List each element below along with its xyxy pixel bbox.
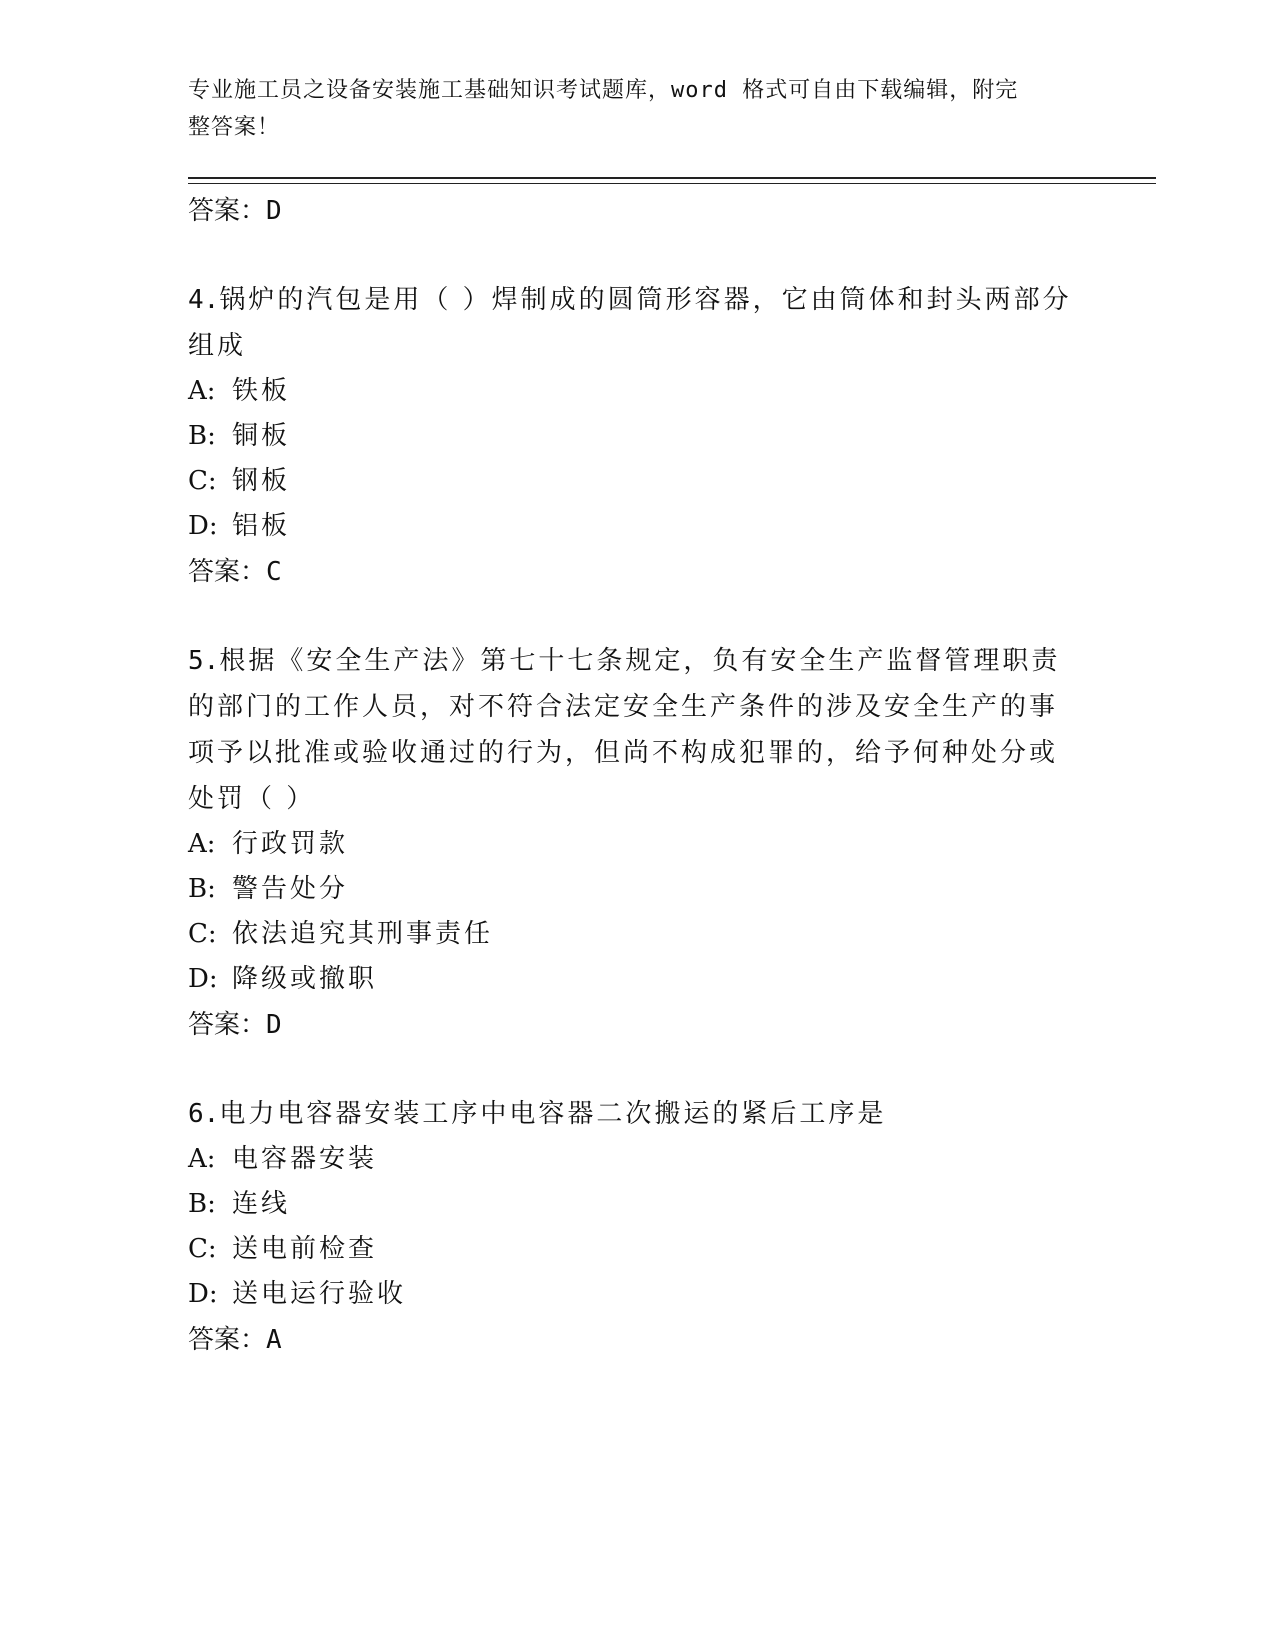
option-text: 连线 xyxy=(232,1189,291,1219)
header-line-2: 整答案！ xyxy=(188,115,281,140)
answer-value: D xyxy=(266,196,282,226)
question-number: 6. xyxy=(188,1099,220,1129)
option-text: 警告处分 xyxy=(232,874,349,904)
option-text: 行政罚款 xyxy=(232,829,349,859)
option-text: 钢板 xyxy=(232,466,291,496)
option-key: A: xyxy=(188,376,216,406)
question-number: 5. xyxy=(188,646,220,676)
header-line-1: 专业施工员之设备安装施工基础知识考试题库，word 格式可自由下载编辑，附完 xyxy=(188,78,1019,103)
question-list xyxy=(188,188,1088,1363)
question-answer xyxy=(188,1002,1088,1048)
answer-label: 答案： xyxy=(188,1010,267,1040)
option-key: C: xyxy=(188,919,217,949)
option-text: 铝板 xyxy=(232,511,291,541)
option-text: 铁板 xyxy=(232,376,291,406)
option-key: C: xyxy=(188,466,217,496)
header-divider-thin xyxy=(188,183,1156,184)
option-key: B: xyxy=(188,421,216,451)
question-6 xyxy=(188,1091,1088,1363)
previous-answer xyxy=(188,188,1088,234)
option-text: 铜板 xyxy=(232,421,291,451)
header-divider-thick xyxy=(188,177,1156,179)
option-key: C: xyxy=(188,1234,217,1264)
option-text: 送电前检查 xyxy=(232,1234,378,1264)
option-a xyxy=(188,369,1088,414)
document-header xyxy=(188,72,1068,146)
option-a xyxy=(188,1137,1088,1182)
option-d xyxy=(188,957,1088,1002)
question-answer xyxy=(188,1317,1088,1363)
answer-label: 答案： xyxy=(188,1325,267,1355)
option-key: A: xyxy=(188,1144,216,1174)
option-c xyxy=(188,912,1088,957)
question-4 xyxy=(188,277,1088,595)
answer-value: A xyxy=(266,1325,282,1355)
question-text: 电力电容器安装工序中电容器二次搬运的紧后工序是 xyxy=(219,1099,887,1129)
option-d xyxy=(188,1272,1088,1317)
option-text: 电容器安装 xyxy=(232,1144,378,1174)
answer-label: 答案： xyxy=(188,196,267,226)
answer-label: 答案： xyxy=(188,557,267,587)
option-b xyxy=(188,414,1088,459)
question-stem xyxy=(188,1091,1078,1137)
option-key: D: xyxy=(188,964,218,994)
option-d xyxy=(188,504,1088,549)
option-a xyxy=(188,822,1088,867)
answer-value: D xyxy=(266,1010,282,1040)
option-key: A: xyxy=(188,829,216,859)
option-key: B: xyxy=(188,874,216,904)
question-text: 根据《安全生产法》第七十七条规定，负有安全生产监督管理职责的部门的工作人员，对不符合法定安全生产条件的涉及安全生产的事项予以批准或验收通过的行为，但尚不构成犯罪的，给予何种处分或处罚（ ） xyxy=(188,646,1061,814)
question-stem xyxy=(188,277,1078,369)
answer-value: C xyxy=(266,557,282,587)
option-text: 送电运行验收 xyxy=(232,1279,407,1309)
option-c xyxy=(188,459,1088,504)
option-b xyxy=(188,867,1088,912)
question-answer xyxy=(188,549,1088,595)
option-text: 降级或撤职 xyxy=(232,964,378,994)
option-c xyxy=(188,1227,1088,1272)
option-key: B: xyxy=(188,1189,216,1219)
option-key: D: xyxy=(188,1279,218,1309)
question-text: 锅炉的汽包是用（ ）焊制成的圆筒形容器，它由筒体和封头两部分组成 xyxy=(188,285,1072,361)
question-stem xyxy=(188,638,1078,822)
question-number: 4. xyxy=(188,285,220,315)
option-key: D: xyxy=(188,511,218,541)
option-text: 依法追究其刑事责任 xyxy=(232,919,494,949)
question-5 xyxy=(188,638,1088,1048)
option-b xyxy=(188,1182,1088,1227)
